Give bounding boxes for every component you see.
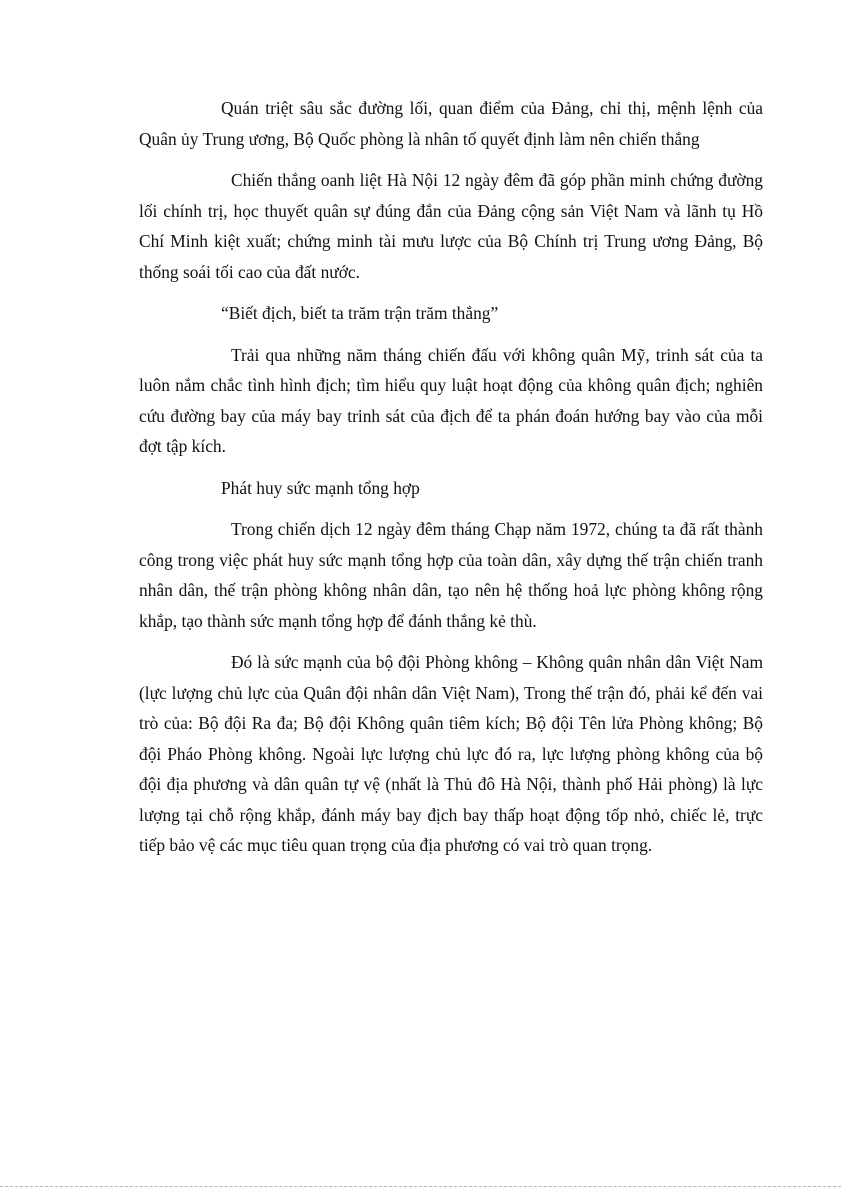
page-bottom-divider [0, 1186, 841, 1187]
paragraph-air-defense-forces: Đó là sức mạnh của bộ đội Phòng không – Không quân nhân dân Việt Nam (lực lượng chủ lực của Quân đội nhân dân Việt Nam), Trong thế trận đó, phải kể đến vai trò của: Bộ đội Ra đa; Bộ đội Không quân tiêm kích; Bộ đội Tên lửa Phòng không; Bộ đội Pháo Phòng không. Ngoài lực lượng chủ lực đó ra, lực lượng phòng không của bộ đội địa phương và dân quân tự vệ (nhất là Thủ đô Hà Nội, thành phố Hải phòng) là lực lượng tại chỗ rộng khắp, đánh máy bay địch bay thấp hoạt động tốp nhỏ, chiếc lẻ, trực tiếp bảo vệ các mục tiêu quan trọng của địa phương có vai trò quan trọng. [139, 652, 763, 855]
paragraph-hanoi-victory: Chiến thắng oanh liệt Hà Nội 12 ngày đêm đã góp phần minh chứng đường lối chính trị, học thuyết quân sự đúng đắn của Đảng cộng sản Việt Nam và lãnh tụ Hồ Chí Minh kiệt xuất; chứng minh tài mưu lược của Bộ Chính trị Trung ương Đảng, Bộ thống soái tối cao của đất nước. [139, 170, 763, 282]
section-heading-party-line: Quán triệt sâu sắc đường lối, quan điểm của Đảng, chỉ thị, mệnh lệnh của Quân ủy Trung ương, Bộ Quốc phòng là nhân tố quyết định làm nên chiến thắng [139, 98, 763, 149]
paragraph-reconnaissance: Trải qua những năm tháng chiến đấu với không quân Mỹ, trinh sát của ta luôn nắm chắc tình hình địch; tìm hiểu quy luật hoạt động của không quân địch; nghiên cứu đường bay của máy bay trinh sát của địch để ta phán đoán hướng bay vào của mỗi đợt tập kích. [139, 344, 763, 456]
section-heading-combined-strength: Phát huy sức mạnh tổng hợp [221, 477, 420, 498]
section-heading-know-enemy: “Biết địch, biết ta trăm trận trăm thắng” [221, 303, 499, 323]
document-body [139, 93, 763, 861]
paragraph-campaign: Trong chiến dịch 12 ngày đêm tháng Chạp năm 1972, chúng ta đã rất thành công trong việc phát huy sức mạnh tổng hợp của toàn dân, xây dựng thế trận chiến tranh nhân dân, thế trận phòng không nhân dân, tạo nên hệ thống hoả lực phòng không rộng khắp, tạo thành sức mạnh tổng hợp để đánh thắng kẻ thù. [139, 519, 763, 631]
